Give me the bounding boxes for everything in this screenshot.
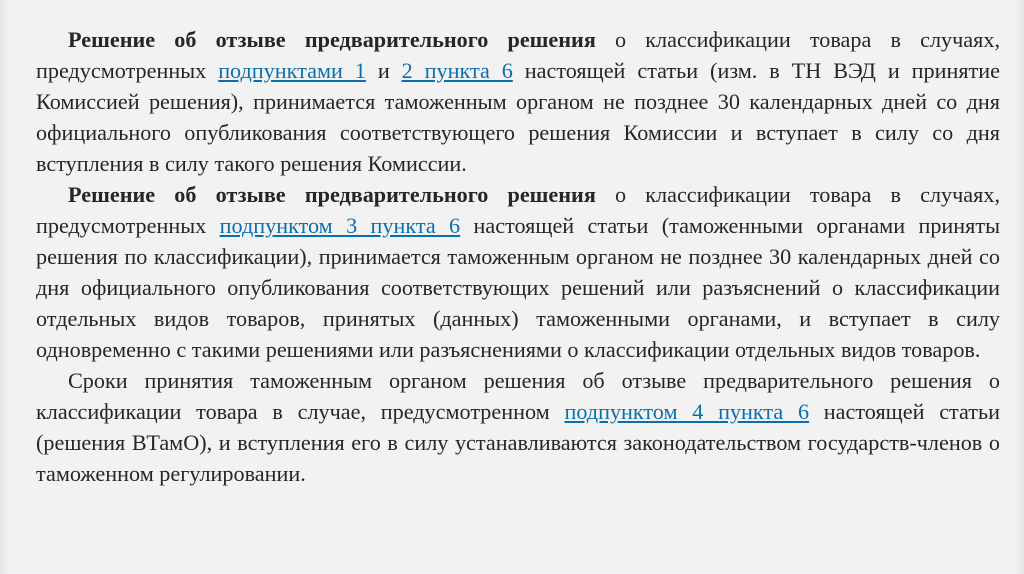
paragraph-2 xyxy=(36,179,1000,365)
paragraph-2-bold-term: Решение об отзыве предварительного решения xyxy=(68,182,596,207)
paragraph-1-bold-term: Решение об отзыве предварительного решения xyxy=(68,27,596,52)
paragraph-1-text-a: о классификации товара в случаях, предусмотренных xyxy=(36,27,1000,83)
right-edge-shade xyxy=(1014,0,1024,574)
link-subitem-4-item-6[interactable]: подпунктом 4 пункта 6 xyxy=(564,399,810,424)
left-edge-shade xyxy=(0,0,10,574)
paragraph-2-text-b: настоящей статьи (таможенными органами приняты решения по классификации), принимается таможенным органом не позднее 30 календарных дней со дня официального опубликования соответствующих решений или разъяснений о классификации отдельных видов товаров, принятых (данных) таможенными органами, и вступает в силу одновременно с такими решениями или разъяснениями о классификации отдельных видов товаров. xyxy=(36,213,1000,362)
paragraph-1-text-b: и xyxy=(365,58,402,83)
paragraph-3-text-b: настоящей статьи (решения ВТамО), и вступления его в силу устанавливаются законодательством государств-членов о таможенном регулировании. xyxy=(36,399,1000,486)
paragraph-3 xyxy=(36,365,1000,489)
paragraph-1 xyxy=(36,24,1000,179)
paragraph-3-lead-word: Сроки xyxy=(68,368,128,393)
paragraph-1-text-c: настоящей статьи (изм. в ТН ВЭД и принятие Комиссией решения), принимается таможенным органом не позднее 30 календарных дней со дня официального опубликования соответствующего решения Комиссии и вступает в силу со дня вступления в силу такого решения Комиссии. xyxy=(36,58,1000,176)
paragraph-2-text-a: о классификации товара в случаях, предусмотренных xyxy=(36,182,1000,238)
link-subitems-1[interactable]: подпунктами 1 xyxy=(218,58,366,83)
link-item-6-sub-2[interactable]: 2 пункта 6 xyxy=(401,58,513,83)
slide-text-body xyxy=(36,24,1000,489)
link-subitem-3-item-6[interactable]: подпунктом 3 пункта 6 xyxy=(219,213,461,238)
paragraph-3-text-a: принятия таможенным органом решения об отзыве предварительного решения о классификации товара в случае, предусмотренном xyxy=(36,368,1000,424)
